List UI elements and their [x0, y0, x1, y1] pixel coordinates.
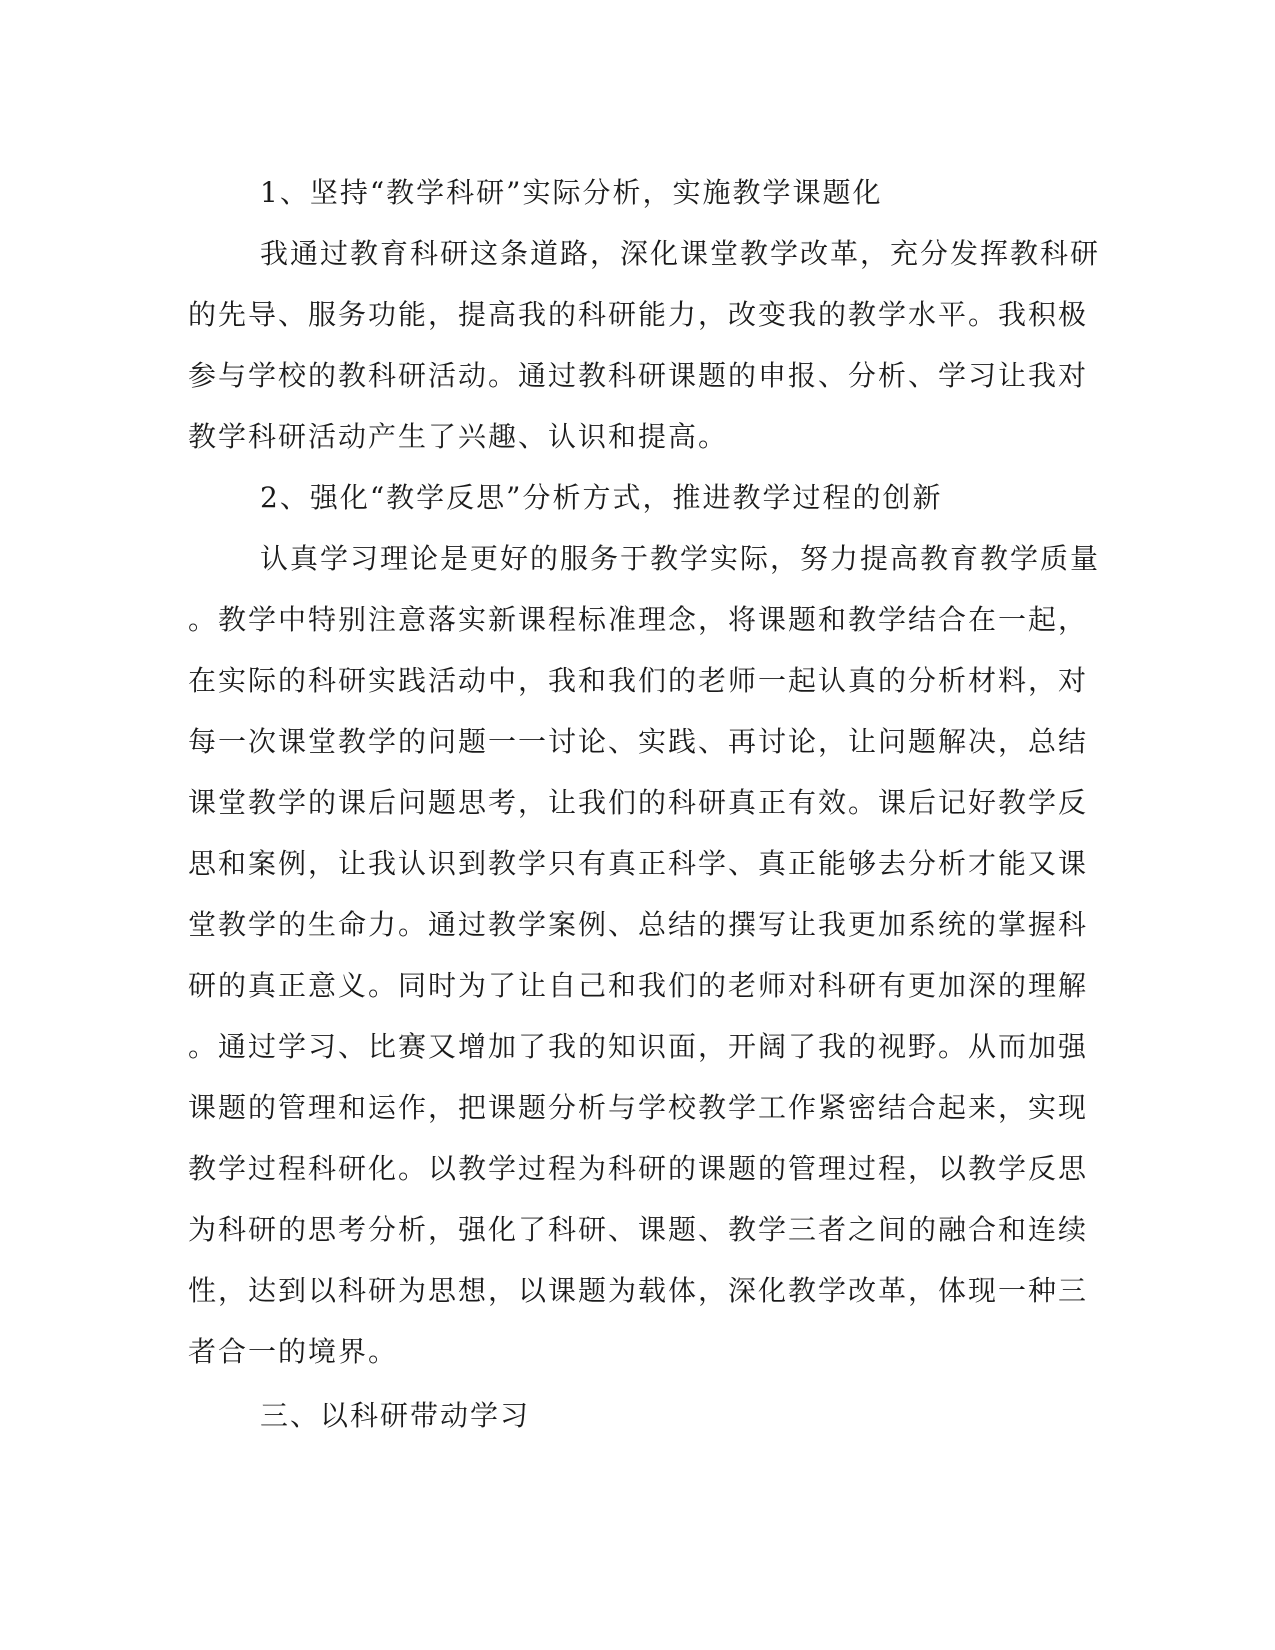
paragraph-1-line-4: 教学科研活动产生了兴趣、认识和提高。 [188, 420, 729, 453]
paragraph-2-line-5: 课堂教学的课后问题思考，让我们的科研真正有效。课后记好教学反 [188, 786, 1089, 819]
heading-1: 1、坚持“教学科研”实际分析，实施教学课题化 [260, 176, 883, 209]
paragraph-1-line-2: 的先导、服务功能，提高我的科研能力，改变我的教学水平。我积极 [188, 298, 1089, 331]
paragraph-2-line-4: 每一次课堂教学的问题一一讨论、实践、再讨论，让问题解决，总结 [188, 725, 1089, 758]
paragraph-2-line-9: 。通过学习、比赛又增加了我的知识面，开阔了我的视野。从而加强 [188, 1030, 1089, 1063]
paragraph-2-line-7: 堂教学的生命力。通过教学案例、总结的撰写让我更加系统的掌握科 [188, 908, 1089, 941]
heading-2: 2、强化“教学反思”分析方式，推进教学过程的创新 [260, 481, 943, 514]
paragraph-2-line-8: 研的真正意义。同时为了让自己和我们的老师对科研有更加深的理解 [188, 969, 1089, 1002]
paragraph-2-line-2: 。教学中特别注意落实新课程标准理念，将课题和教学结合在一起， [188, 603, 1089, 636]
paragraph-2-line-11: 教学过程科研化。以教学过程为科研的课题的管理过程，以教学反思 [188, 1152, 1089, 1185]
paragraph-2-line-6: 思和案例，让我认识到教学只有真正科学、真正能够去分析才能又课 [188, 847, 1089, 880]
paragraph-1-line-1: 我通过教育科研这条道路，深化课堂教学改革，充分发挥教科研 [260, 237, 1101, 270]
paragraph-2-line-13: 性，达到以科研为思想，以课题为载体，深化教学改革，体现一种三 [188, 1274, 1089, 1307]
section-heading-3: 三、以科研带动学习 [260, 1399, 531, 1432]
paragraph-2-line-3: 在实际的科研实践活动中，我和我们的老师一起认真的分析材料，对 [188, 664, 1089, 697]
paragraph-2-line-12: 为科研的思考分析，强化了科研、课题、教学三者之间的融合和连续 [188, 1213, 1089, 1246]
paragraph-2-line-14: 者合一的境界。 [188, 1335, 399, 1368]
document-body [188, 162, 1101, 1446]
paragraph-2-line-10: 课题的管理和运作，把课题分析与学校教学工作紧密结合起来，实现 [188, 1091, 1089, 1124]
paragraph-2-line-1: 认真学习理论是更好的服务于教学实际，努力提高教育教学质量 [260, 542, 1101, 575]
paragraph-1-line-3: 参与学校的教科研活动。通过教科研课题的申报、分析、学习让我对 [188, 359, 1089, 392]
